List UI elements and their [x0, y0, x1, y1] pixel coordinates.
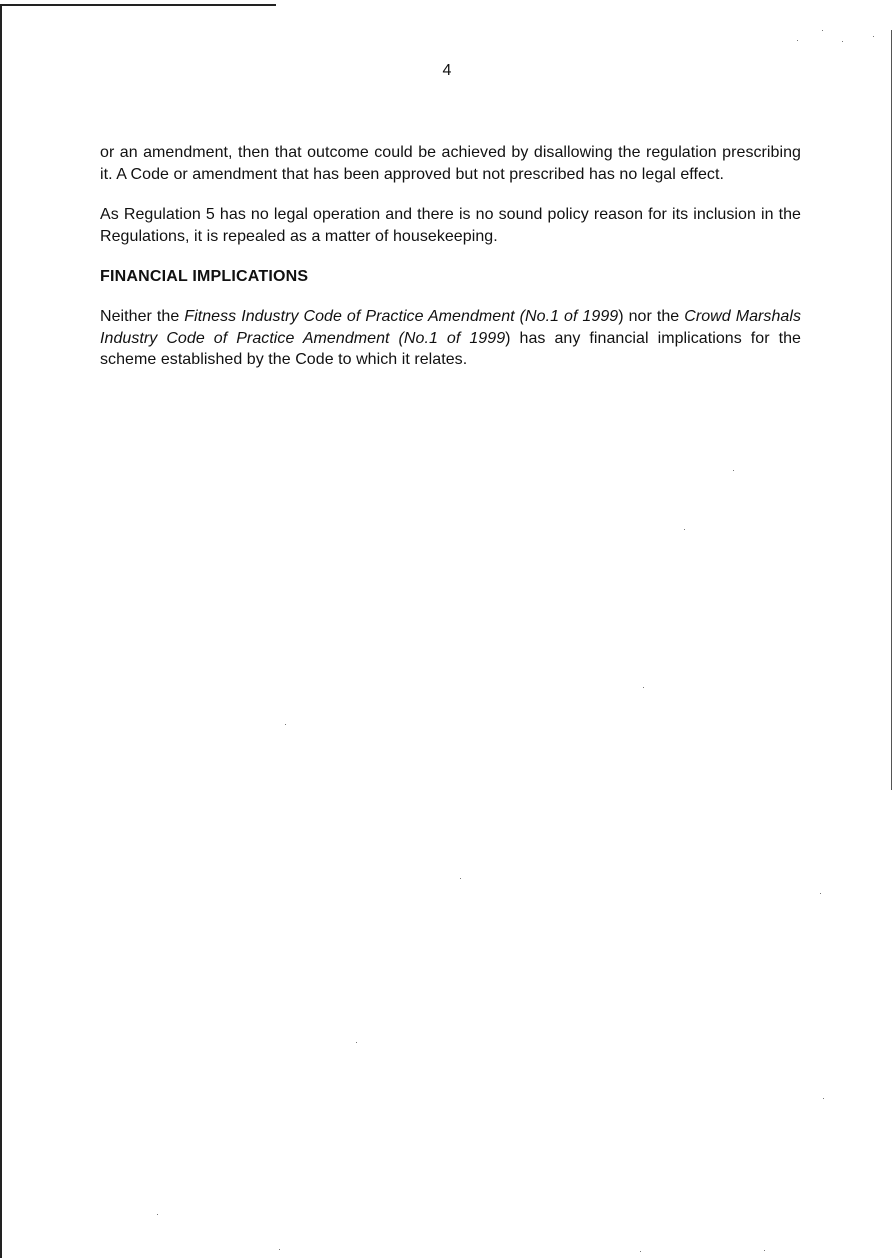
scan-speck: [823, 1098, 824, 1099]
text-run: Neither the: [100, 308, 185, 325]
scan-speck: [285, 724, 286, 725]
scan-speck: [684, 529, 685, 530]
instrument-title-crowd-marshals: Crowd Marshals Industry Code of Practice Amendment (No.1 of 1999: [100, 308, 802, 347]
scan-speck: [764, 1250, 765, 1251]
document-body: [100, 142, 801, 390]
scan-edge-left: [0, 4, 2, 1258]
scan-speck: [820, 893, 821, 894]
scan-speck: [797, 40, 798, 41]
text-run: ) nor the: [618, 308, 685, 325]
scan-edge-top: [0, 4, 276, 6]
paragraph-financial-implications: [100, 306, 801, 371]
instrument-title-fitness: Fitness Industry Code of Practice Amendment (No.1 of 1999: [184, 308, 619, 325]
paragraph-code-amendment: or an amendment, then that outcome could be achieved by disallowing the regulation prescribing it. A Code or amendment that has been approved but not prescribed has no legal effect.: [100, 144, 801, 183]
text-run: ) has any financial implications for the scheme established by the Code to which it relates.: [100, 329, 801, 368]
scan-speck: [842, 41, 843, 42]
scan-speck: [279, 1249, 280, 1250]
scan-speck: [640, 1251, 641, 1252]
page-number: 4: [442, 62, 452, 79]
scan-speck: [643, 687, 644, 688]
paragraph-regulation-5: As Regulation 5 has no legal operation and there is no sound policy reason for its inclusion in the Regulations, it is repealed as a matter of housekeeping.: [100, 206, 801, 245]
section-heading-financial-implications: FINANCIAL IMPLICATIONS: [100, 268, 309, 285]
scan-speck: [873, 36, 874, 37]
scan-speck: [460, 878, 461, 879]
scan-edge-right: [891, 30, 892, 790]
scan-speck: [157, 1214, 158, 1215]
scan-speck: [822, 30, 823, 31]
scan-speck: [356, 1042, 357, 1043]
scan-speck: [733, 470, 734, 471]
